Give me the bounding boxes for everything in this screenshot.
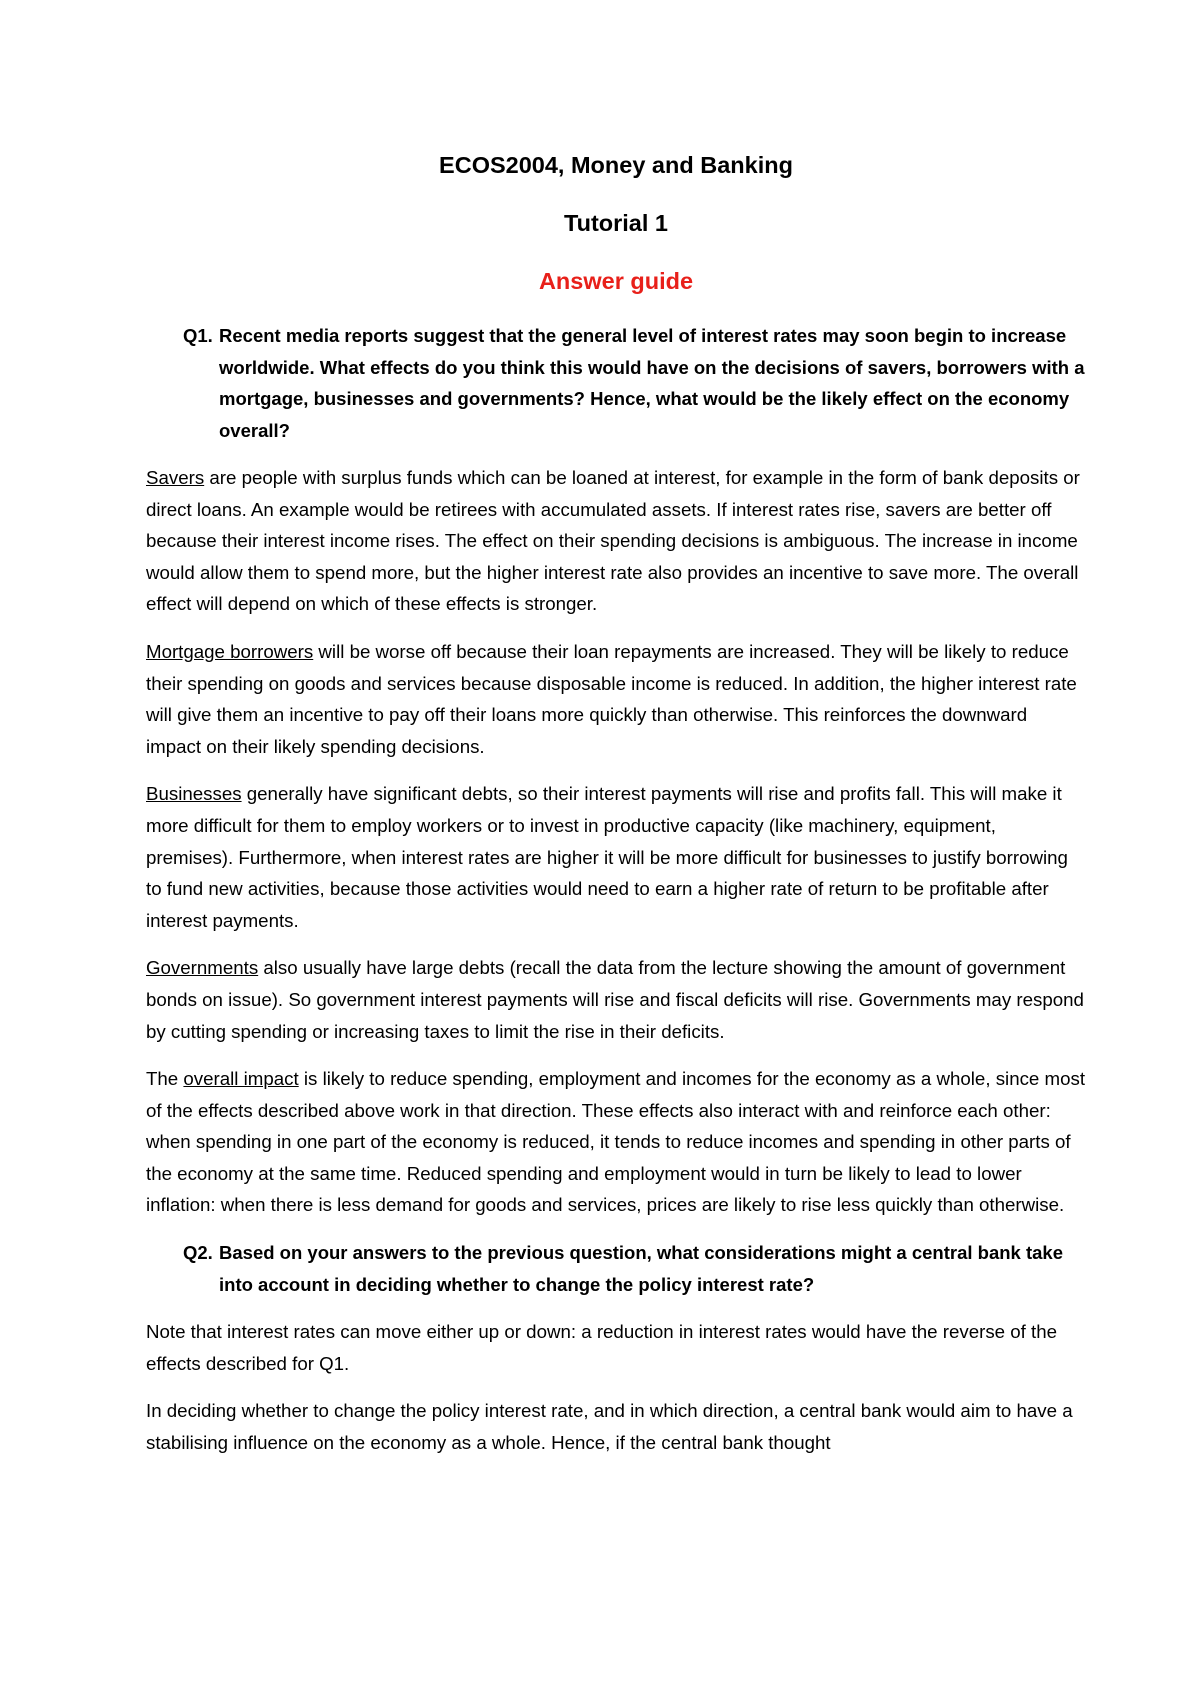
governments-lead: Governments [146, 957, 259, 979]
savers-paragraph [146, 462, 1086, 620]
overall-paragraph [146, 1063, 1086, 1221]
document-subtitle: Tutorial 1 [563, 210, 669, 236]
savers-lead: Savers [146, 467, 205, 488]
mortgage-text: will be worse off because their loan repayments are increased. They will be likely to reduce their spending on goods and services because disposable income is reduced. In addition, the higher interest rate will give them an incentive to pay off their loans more quickly than otherwise. This reinforces the downward impact on their likely spending decisions. [146, 640, 1077, 757]
overall-text: is likely to reduce spending, employment and incomes for the economy as a whole, since most of the effects described above work in that direction. These effects also interact with and reinforce each other: when spending in one part of the economy is reduced, it tends to reduce incomes and spending in other parts of the economy at the same time. Reduced spending and employment would in turn be likely to lead to lower inflation: when there is less demand for goods and services, prices are likely to rise less quickly than otherwise. [146, 1068, 1086, 1216]
question-2-text: Based on your answers to the previous question, what considerations might a central bank take into account in deciding whether to change the policy interest rate? [219, 1242, 1063, 1295]
document-content [146, 150, 1086, 1474]
question-1-number: Q1. [183, 325, 213, 346]
question-1-text: Recent media reports suggest that the general level of interest rates may soon begin to increase worldwide. What effects do you think this would have on the decisions of savers, borrowers with a mortgage, businesses and governments? Hence, what would be the likely effect on the economy overall? [219, 325, 1085, 441]
mortgage-paragraph [146, 636, 1086, 762]
savers-text: are people with surplus funds which can be loaned at interest, for example in the form of bank deposits or direct loans. An example would be retirees with accumulated assets. If interest rates rise, savers are better off because their interest income rises. The effect on their spending decisions is ambiguous. The increase in income would allow them to spend more, but the higher interest rate also provides an incentive to save more. The overall effect will depend on which of these effects is stronger. [146, 467, 1080, 615]
question-2 [183, 1237, 1086, 1300]
question-1 [183, 320, 1086, 446]
document-title: ECOS2004, Money and Banking [439, 152, 793, 178]
deciding-paragraph: In deciding whether to change the policy interest rate, and in which direction, a central bank would aim to have a stabilising influence on the economy as a whole. Hence, if the central bank thought [146, 1400, 1073, 1453]
businesses-text: generally have significant debts, so their interest payments will rise and profits fall. This will make it more difficult for them to employ workers or to invest in productive capacity (like machinery, equipment, premises). Furthermore, when interest rates are higher it will be more difficult for businesses to justify borrowing to fund new activities, because those activities would need to earn a higher rate of return to be profitable after interest payments. [146, 783, 1068, 931]
answer-guide-heading: Answer guide [538, 268, 694, 294]
note-paragraph: Note that interest rates can move either up or down: a reduction in interest rates would have the reverse of the effects described for Q1. [146, 1321, 1057, 1374]
question-2-number: Q2. [183, 1242, 213, 1264]
overall-pre: The [146, 1068, 184, 1090]
businesses-lead: Businesses [146, 783, 242, 805]
governments-paragraph [146, 952, 1086, 1047]
governments-text: also usually have large debts (recall the data from the lecture showing the amount of government bonds on issue). So government interest payments will rise and fiscal deficits will rise. Governments may respond by cutting spending or increasing taxes to limit the rise in their deficits. [146, 957, 1084, 1042]
businesses-paragraph [146, 778, 1086, 936]
overall-lead: overall impact [183, 1068, 299, 1090]
mortgage-lead: Mortgage borrowers [146, 640, 314, 662]
